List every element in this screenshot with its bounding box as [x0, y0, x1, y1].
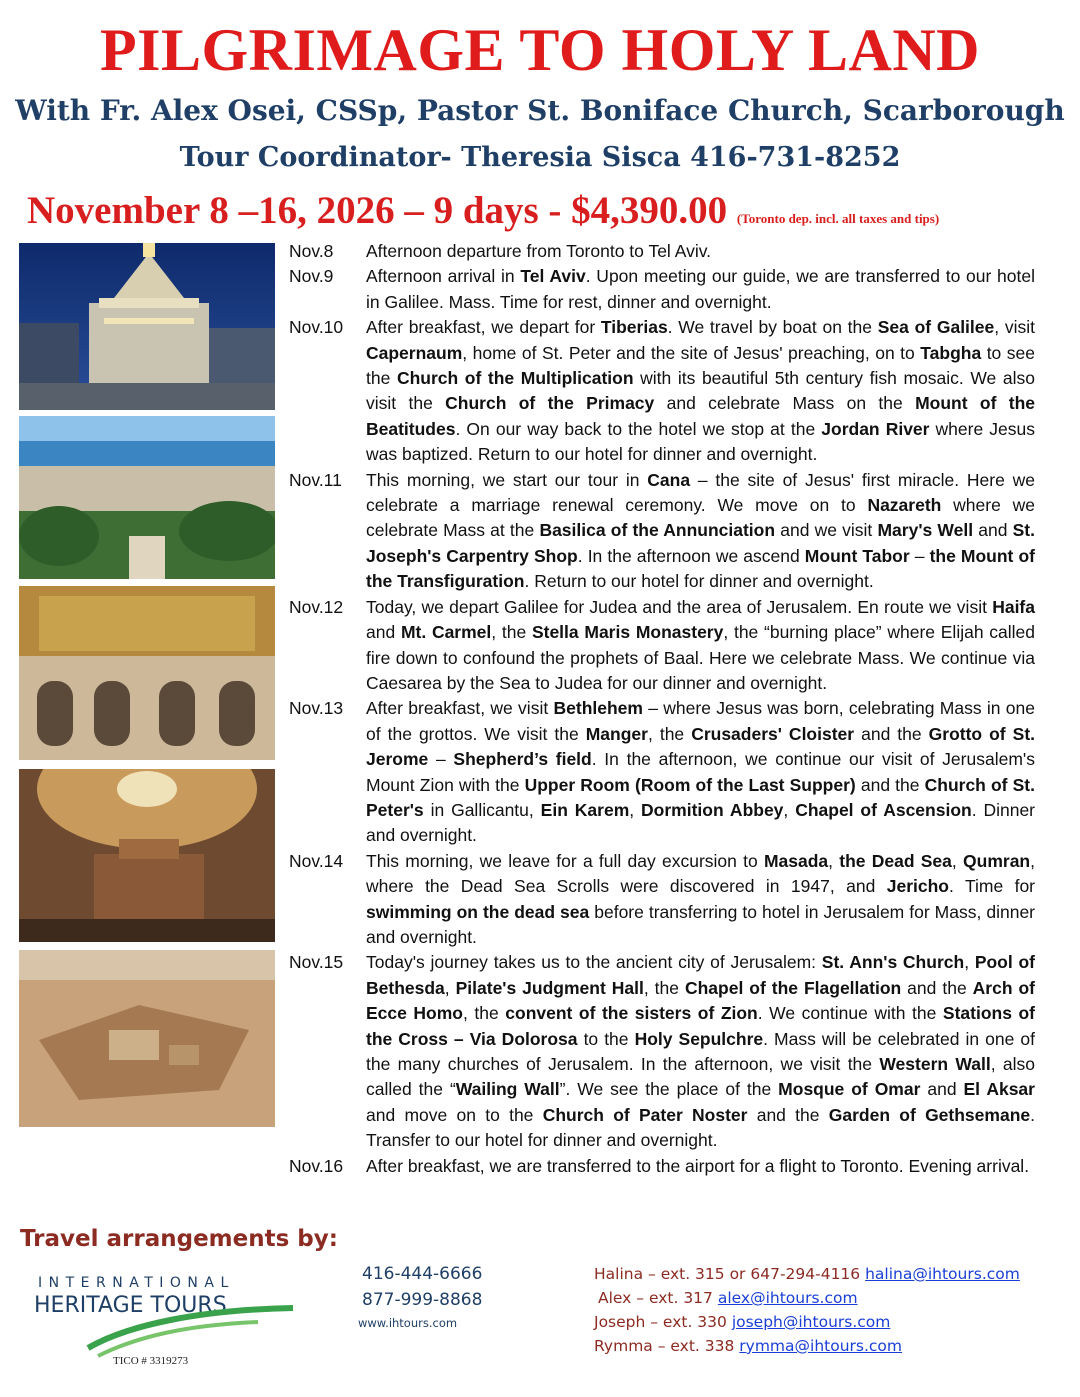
description-text: . We continue with the [757, 1003, 943, 1024]
description-text: , the [647, 723, 692, 744]
description-text: , [444, 977, 456, 998]
place-name: Pilate's Judgment Hall [455, 977, 644, 998]
place-name: Stella Maris Monastery [531, 622, 724, 643]
description-text: . Time for [948, 876, 1036, 897]
place-name: Grotto of St. Jerome [366, 723, 1036, 770]
place-name: Mount of the Beatitudes [366, 393, 1035, 439]
description-text: , where the Dead Sea Scrolls were discovered in 1947, and [366, 850, 1035, 897]
place-name: Arch of Ecce Homo [366, 977, 1035, 1024]
day-label: Nov.14 [289, 850, 344, 871]
contact-line [598, 1286, 1020, 1310]
description-text: . Transfer to our hotel for dinner and overnight. [366, 1104, 1035, 1151]
contact-label: Alex – ext. 317 [598, 1289, 718, 1307]
description-text: , [629, 799, 642, 820]
day-description [366, 950, 1035, 1153]
description-text: – [428, 749, 454, 770]
description-text: , [964, 952, 975, 973]
contact-label: Joseph – ext. 330 [594, 1313, 732, 1331]
page-title: PILGRIMAGE TO HOLY LAND [99, 17, 980, 83]
day-label: Nov.9 [289, 266, 334, 287]
logo-line2: HERITAGE TOURS [34, 1293, 227, 1318]
place-name: Haifa [992, 596, 1035, 617]
place-name: the Mount of the Transfiguration [366, 545, 1035, 592]
itinerary-day [289, 264, 1035, 315]
place-name: Pool of Bethesda [366, 952, 1035, 998]
contact-email-link[interactable]: halina@ihtours.com [865, 1265, 1020, 1283]
phone-block [358, 1261, 483, 1333]
place-name: Cana [647, 469, 691, 490]
place-name: Chapel of the Flagellation [684, 977, 902, 998]
description-text: and the [854, 723, 929, 744]
place-name: Tabgha [920, 342, 982, 363]
place-name: Mary's Well [877, 520, 974, 541]
description-text: to the [577, 1028, 635, 1049]
description-text: After breakfast, we depart for [366, 317, 601, 338]
description-text: . Mass will be celebrated in one of the many churches of Jerusalem. In the afternoon, we visit the [366, 1028, 1035, 1074]
place-name: Mosque of Omar [778, 1079, 921, 1100]
description-text: and the [855, 774, 925, 795]
description-text: , the “burning place” where Elijah called fire down to confound the prophets of Baal. Here we celebrate Mass. We continue via Caesarea by the Sea to Judea for our dinner and overnight. [366, 622, 1036, 693]
description-text: This morning, we start our tour in [366, 469, 648, 490]
place-name: Stations of the Cross – Via Dolorosa [366, 1003, 1035, 1049]
description-text: , [828, 850, 840, 871]
arrangements-heading: Travel arrangements by: [20, 1226, 338, 1252]
place-name: Mount Tabor [804, 545, 910, 566]
description-text: . Dinner and overnight. [366, 799, 1036, 846]
description-text: This morning, we leave for a full day excursion to [366, 850, 764, 871]
place-name: convent of the sisters of Zion [505, 1003, 758, 1024]
price-note: (Toronto dep. incl. all taxes and tips) [736, 211, 940, 226]
description-text: . Upon meeting our guide, we are transferred to our hotel in Galilee. Mass. Time for rest, dinner and overnight. [366, 266, 1036, 312]
website-link[interactable]: www.ihtours.com [358, 1316, 458, 1330]
contacts-block [594, 1262, 1020, 1358]
place-name: Manger [585, 723, 648, 744]
dates-price-line [27, 188, 939, 233]
itinerary-day [289, 950, 1035, 1153]
place-name: Chapel of Ascension [795, 799, 972, 820]
day-label: Nov.15 [289, 952, 344, 973]
description-text: . In the afternoon we ascend [577, 545, 805, 566]
description-text: and the [901, 977, 973, 998]
place-name: St. Ann's Church [821, 952, 965, 973]
description-text: Afternoon arrival in [366, 266, 521, 287]
place-name: St. Joseph's Carpentry Shop [366, 520, 1035, 566]
description-text: . On our way back to the hotel we stop at the [455, 418, 822, 439]
phone-1[interactable]: 416-444-6666 [362, 1264, 483, 1284]
place-name: Nazareth [867, 495, 942, 516]
description-text: . Return to our hotel for dinner and overnight. [524, 571, 874, 592]
subtitle: With Fr. Alex Osei, CSSp, Pastor St. Boniface Church, Scarborough [15, 94, 1065, 127]
place-name: Church of the Multiplication [396, 368, 634, 389]
description-text: and move on to the [366, 1104, 543, 1125]
description-text: ”. We see the place of the [559, 1079, 779, 1100]
gethsemane-church-photo [19, 586, 275, 760]
description-text: Today's journey takes us to the ancient city of Jerusalem: [366, 952, 822, 973]
itinerary-day [289, 696, 1035, 848]
day-description [366, 315, 1035, 467]
itinerary-day [289, 595, 1035, 697]
place-name: Holy Sepulchre [634, 1028, 764, 1049]
contact-line [594, 1310, 1020, 1334]
description-text: , also called the “ [366, 1054, 1035, 1100]
masada-photo [19, 950, 275, 1127]
phone-2[interactable]: 877-999-8868 [362, 1290, 483, 1310]
description-text: where we celebrate Mass at the [366, 495, 1035, 541]
contact-label: Halina – ext. 315 or 647-294-4116 [594, 1265, 866, 1283]
contact-email-link[interactable]: joseph@ihtours.com [731, 1313, 891, 1331]
place-name: Bethlehem [553, 698, 643, 719]
description-text: to see the [366, 342, 1035, 389]
day-description [366, 595, 1035, 697]
description-text: . In the afternoon, we continue our visit of Jerusalem's Mount Zion with the [366, 749, 1035, 795]
place-name: Church of the Primacy [445, 393, 655, 414]
place-name: Basilica of the Annunciation [539, 520, 776, 541]
description-text: and [366, 622, 401, 643]
tico-number: TICO # 3319273 [113, 1355, 189, 1367]
contact-email-link[interactable]: rymma@ihtours.com [739, 1337, 903, 1355]
day-description [366, 1154, 1035, 1179]
place-name: the Dead Sea [839, 850, 952, 871]
day-label: Nov.11 [289, 469, 342, 490]
description-text: , home of St. Peter and the site of Jesus' preaching, on to [462, 342, 921, 363]
description-text: and we visit [775, 520, 878, 541]
description-text: , the [491, 622, 532, 643]
description-text: where Jesus was baptized. Return to our hotel for dinner and overnight. [366, 418, 1036, 465]
description-text: – [909, 545, 930, 566]
dates-price: November 8 –16, 2026 – 9 days - $4,390.00 [27, 189, 728, 232]
place-name: Wailing Wall [455, 1079, 560, 1100]
description-text: and celebrate Mass on the [654, 393, 916, 414]
day-description [366, 239, 1035, 264]
place-name: Jordan River [821, 418, 930, 439]
logo-line1: INTERNATIONAL [38, 1275, 235, 1291]
description-text: , visit [994, 317, 1035, 338]
description-text: before transferring to hotel in Jerusalem for Mass, dinner and overnight. [366, 901, 1035, 947]
description-text: – the site of Jesus' first miracle. Here we celebrate a marriage renewal ceremony. We move on to [366, 469, 1036, 516]
description-text: , the [643, 977, 685, 998]
description-text: and [920, 1079, 964, 1100]
itinerary-day [289, 849, 1035, 951]
day-label: Nov.8 [289, 241, 334, 261]
place-name: Masada [763, 850, 829, 871]
place-name: Mt. Carmel [400, 622, 492, 643]
place-name: Church of St. Peter's [366, 774, 1035, 820]
description-text: , the [463, 1003, 506, 1024]
day-description [366, 696, 1035, 848]
place-name: Ein Karem [540, 799, 630, 820]
description-text: Today, we depart Galilee for Judea and the area of Jerusalem. En route we visit [366, 596, 993, 617]
day-description [366, 849, 1035, 951]
itinerary [289, 239, 1035, 1179]
description-text: with its beautiful 5th century fish mosaic. We also visit the [366, 368, 1035, 414]
contact-line [594, 1262, 1020, 1286]
haifa-photo [19, 416, 275, 579]
place-name: Dormition Abbey [641, 799, 784, 820]
place-name: El Aksar [963, 1079, 1035, 1100]
day-description [366, 264, 1035, 315]
basilica-photo [19, 243, 275, 410]
description-text: After breakfast, we visit [366, 698, 554, 719]
place-name: Western Wall [879, 1054, 991, 1074]
day-label: Nov.10 [289, 317, 344, 338]
itinerary-day [289, 1154, 1035, 1179]
day-label: Nov.16 [289, 1155, 344, 1176]
place-name: swimming on the dead sea [366, 901, 590, 922]
place-name: Sea of Galilee [877, 317, 995, 338]
contact-line [594, 1334, 1020, 1358]
place-name: Tel Aviv [520, 266, 586, 287]
description-text: , [951, 850, 964, 871]
place-name: Qumran [963, 850, 1031, 871]
place-name: Upper Room (Room of the Last Supper) [524, 774, 856, 795]
description-text: After breakfast, we are transferred to the airport for a flight to Toronto. Evening arrival. [366, 1155, 1030, 1176]
place-name: Capernaum [366, 342, 463, 363]
description-text: Afternoon departure from Toronto to Tel Aviv. [366, 241, 712, 261]
day-label: Nov.12 [289, 596, 344, 617]
day-description [366, 468, 1035, 595]
day-label: Nov.13 [289, 698, 344, 719]
holy-sepulchre-photo [19, 769, 275, 942]
place-name: Crusaders' Cloister [691, 723, 855, 744]
contact-label: Rymma – ext. 338 [594, 1337, 740, 1355]
description-text: and the [747, 1104, 829, 1125]
itinerary-day [289, 468, 1035, 595]
itinerary-day [289, 315, 1035, 467]
description-text: , [783, 799, 796, 820]
description-text: in Gallicantu, [423, 799, 541, 820]
place-name: Jericho [886, 876, 949, 897]
tour-coordinator: Tour Coordinator- Theresia Sisca 416-731-8252 [179, 142, 901, 173]
description-text: – where Jesus was born, celebrating Mass in one of the grottos. We visit the [366, 698, 1035, 744]
place-name: Garden of Gethsemane [828, 1104, 1031, 1125]
description-text: . We travel by boat on the [667, 317, 878, 338]
itinerary-day [289, 239, 1035, 264]
place-name: Shepherd’s field [453, 749, 592, 770]
description-text: and [973, 520, 1013, 541]
contact-email-link[interactable]: alex@ihtours.com [717, 1289, 858, 1307]
place-name: Church of Pater Noster [542, 1104, 748, 1125]
place-name: Tiberias [600, 317, 668, 338]
